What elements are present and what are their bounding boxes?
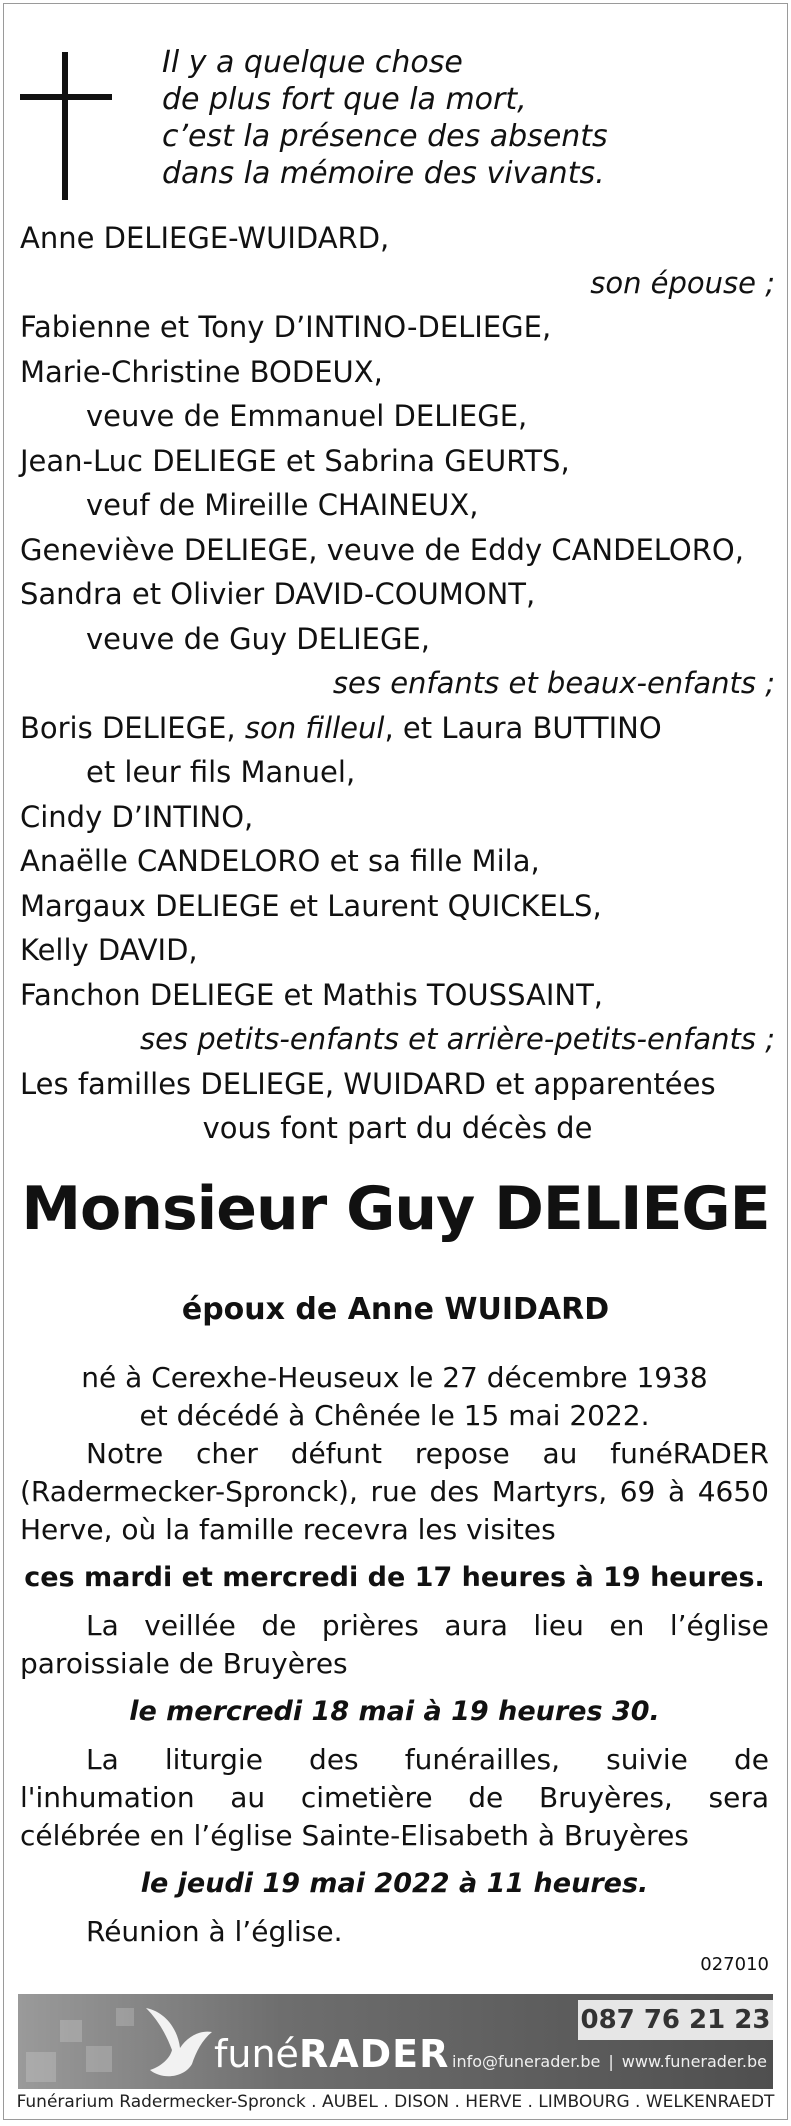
word: Notre: [86, 1437, 164, 1470]
word: 4650: [697, 1475, 769, 1508]
word: lieu: [533, 1609, 584, 1642]
cross-icon: [20, 52, 112, 200]
divider: |: [608, 2052, 614, 2071]
word: au: [542, 1437, 578, 1470]
memorial-quote: [162, 44, 608, 192]
word: 69: [619, 1475, 656, 1508]
word: l’église: [669, 1609, 769, 1642]
word: suivie: [606, 1743, 688, 1776]
obituary-page: [3, 3, 788, 2120]
family-line: Anaëlle CANDELORO et sa fille Mila,: [20, 844, 540, 878]
word: La: [86, 1743, 119, 1776]
funeral-home-banner: [18, 1994, 773, 2089]
family-line: Fanchon DELIEGE et Mathis TOUSSAINT,: [20, 977, 604, 1012]
word: liturgie: [164, 1743, 263, 1776]
death-line: et décédé à Chênée le 15 mai 2022.: [139, 1399, 650, 1432]
family-line: veuf de Mireille CHAINEUX,: [86, 488, 479, 522]
brand-light: funé: [214, 2032, 299, 2076]
family-line: Cindy D’INTINO,: [20, 799, 254, 834]
spouse-name: Anne DELIEGE-WUIDARD,: [20, 221, 390, 255]
visits-time: ces mardi et mercredi de 17 heures à 19 heures.: [24, 1562, 765, 1593]
word: cimetière: [300, 1781, 433, 1814]
word: rue: [370, 1475, 417, 1508]
vigil-line-1: [20, 1607, 769, 1645]
locations-line: Funérarium Radermecker-Spronck . AUBEL . DISON . HERVE . LIMBOURG . WELKENRAEDT: [16, 2092, 775, 2112]
quote-line: Il y a quelque chose: [162, 45, 463, 80]
word: aura: [444, 1609, 508, 1642]
quote-line: dans la mémoire des vivants.: [162, 156, 605, 191]
funeral-details: [20, 1359, 769, 1951]
brand-logo: [214, 2032, 449, 2076]
word: de: [468, 1781, 504, 1814]
word: funérailles,: [404, 1743, 561, 1776]
family-line: [20, 706, 775, 751]
word: veillée: [144, 1609, 236, 1642]
family-line: et leur fils Manuel,: [86, 755, 356, 789]
family-line: Geneviève DELIEGE, veuve de Eddy CANDELORO,: [20, 532, 744, 567]
email-link[interactable]: info@funerader.be: [452, 2052, 601, 2071]
birth-line: né à Cerexhe-Heuseux le 27 décembre 1938: [81, 1361, 708, 1394]
liturgy-line-3: célébrée en l’église Sainte-Elisabeth à Bruyères: [20, 1819, 689, 1852]
vigil-line-2: paroissiale de Bruyères: [20, 1647, 348, 1680]
dove-icon: [136, 2000, 216, 2082]
family-line: Kelly DAVID,: [20, 933, 198, 967]
word: prières: [321, 1609, 419, 1642]
brand-bold: RADER: [298, 2032, 450, 2076]
grandchildren-role: ses petits-enfants et arrière-petits-enfants ;: [139, 1022, 775, 1056]
word: défunt: [290, 1437, 383, 1470]
grandchild-name: Boris DELIEGE,: [20, 710, 245, 745]
word: repose: [414, 1437, 510, 1470]
liturgy-line-2: [20, 1779, 769, 1817]
family-line: Sandra et Olivier DAVID-COUMONT,: [20, 577, 536, 611]
word: (Radermecker-Spronck),: [20, 1475, 358, 1508]
word: Martyrs,: [491, 1475, 608, 1508]
word: des: [309, 1743, 359, 1776]
word: l'inhumation: [20, 1781, 195, 1814]
quote-line: c’est la présence des absents: [162, 119, 608, 154]
word: de: [261, 1609, 297, 1642]
rest-line-1: [20, 1435, 769, 1473]
vigil-time: le mercredi 18 mai à 19 heures 30.: [129, 1696, 660, 1727]
family-line: Jean-Luc DELIEGE et Sabrina GEURTS,: [20, 443, 570, 478]
family-line: Marie-Christine BODEUX,: [20, 354, 383, 389]
liturgy-time: le jeudi 19 mai 2022 à 11 heures.: [140, 1868, 649, 1899]
word: Bruyères,: [538, 1781, 673, 1814]
word: cher: [196, 1437, 258, 1470]
word: sera: [708, 1781, 769, 1814]
rest-line-2: [20, 1473, 769, 1511]
word: des: [429, 1475, 480, 1508]
announce-line: vous font part du décès de: [202, 1111, 593, 1145]
quote-line: de plus fort que la mort,: [162, 82, 527, 117]
website-link[interactable]: www.funerader.be: [621, 2052, 767, 2071]
word: à: [667, 1475, 686, 1508]
word: La: [86, 1609, 119, 1642]
word: de: [733, 1743, 769, 1776]
word: au: [230, 1781, 266, 1814]
deceased-name: Monsieur Guy DELIEGE: [21, 1174, 770, 1244]
family-list: [20, 216, 775, 1151]
reference-number: 027010: [700, 1954, 769, 1975]
liturgy-line-1: [20, 1741, 769, 1779]
families-line: Les familles DELIEGE, WUIDARD et apparentées: [20, 1066, 716, 1101]
family-line: veuve de Guy DELIEGE,: [86, 621, 431, 656]
children-role: ses enfants et beaux-enfants ;: [332, 666, 775, 700]
family-line: Fabienne et Tony D’INTINO-DELIEGE,: [20, 310, 552, 344]
family-line: veuve de Emmanuel DELIEGE,: [86, 399, 528, 433]
family-line: Margaux DELIEGE et Laurent QUICKELS,: [20, 888, 602, 923]
word: en: [609, 1609, 645, 1642]
reunion-line: Réunion à l’église.: [86, 1915, 343, 1948]
deceased-spouse: époux de Anne WUIDARD: [181, 1292, 610, 1327]
godson-label: son filleul: [244, 710, 385, 745]
grandchild-partner: , et Laura BUTTINO: [384, 710, 662, 745]
spouse-role: son épouse ;: [590, 265, 775, 300]
phone-number[interactable]: 087 76 21 23: [578, 2000, 773, 2040]
contact-links: [452, 2052, 767, 2071]
rest-line-3: Herve, où la famille recevra les visites: [20, 1513, 556, 1546]
word: funéRADER: [610, 1437, 769, 1470]
